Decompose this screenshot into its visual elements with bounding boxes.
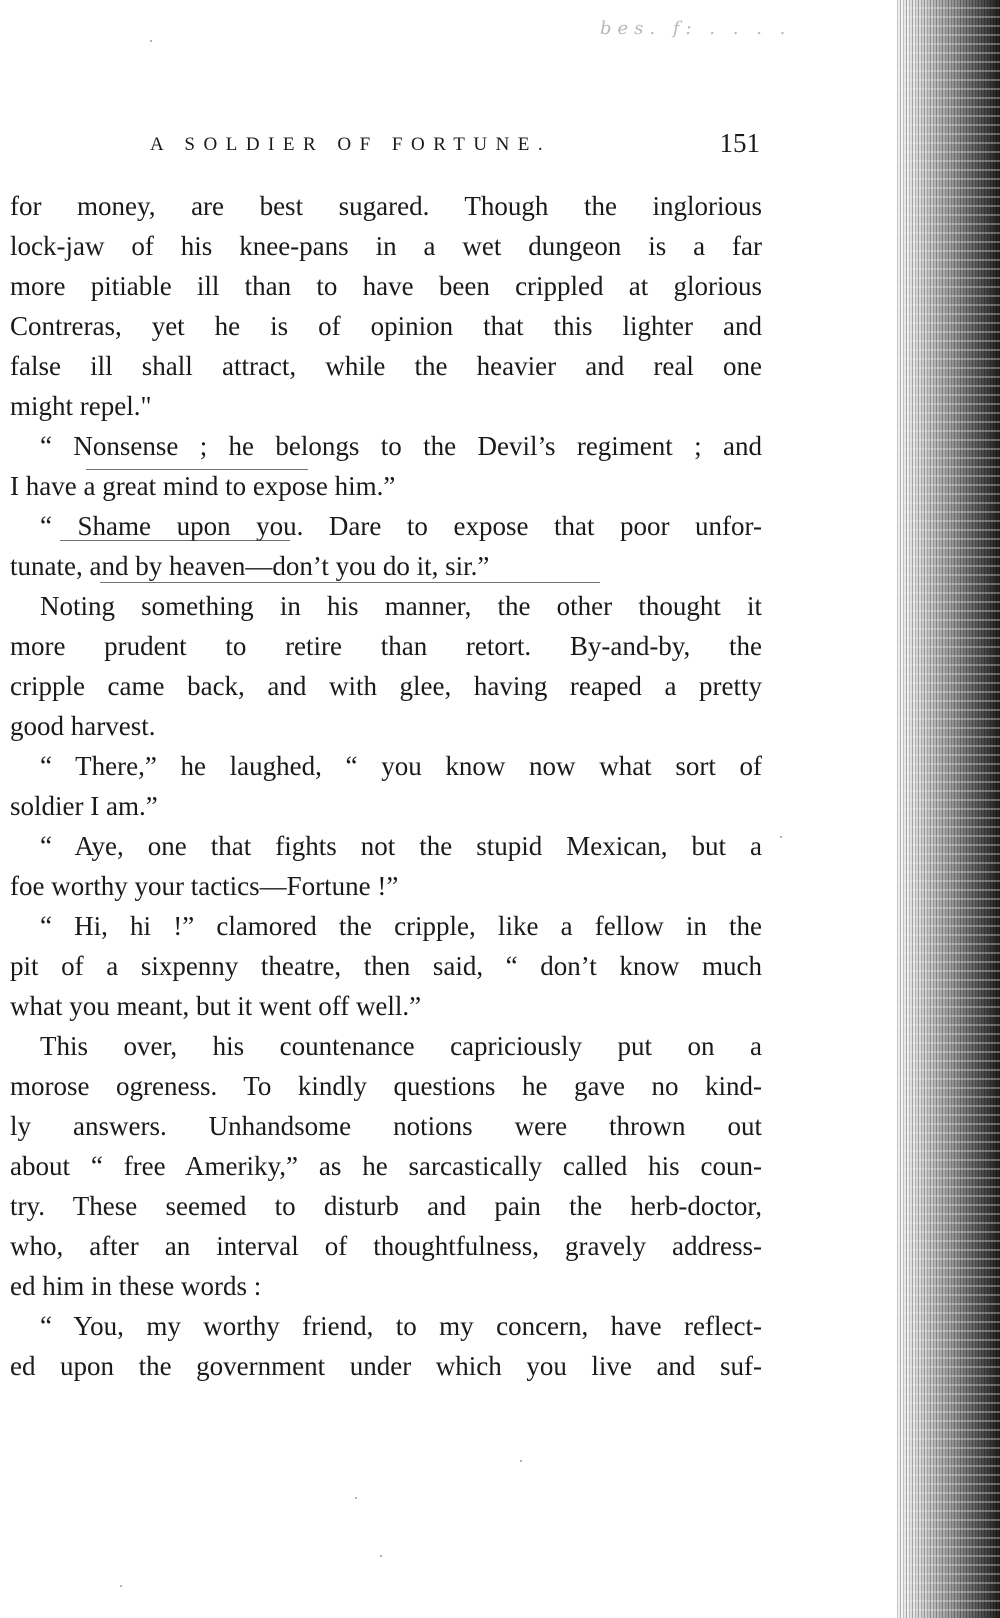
text-line: for money, are best sugared. Though the inglorious bbox=[10, 191, 762, 221]
paragraph bbox=[10, 586, 762, 746]
text-line: cripple came back, and with glee, having reaped a pretty bbox=[10, 671, 762, 701]
paper-speck bbox=[380, 1555, 382, 1557]
text-line: Contreras, yet he is of opinion that this lighter and bbox=[10, 311, 762, 341]
paragraph bbox=[10, 1026, 762, 1306]
text-line: tunate, and by heaven—don’t you do it, sir.” bbox=[10, 551, 490, 581]
text-line: soldier I am.” bbox=[10, 791, 158, 821]
text-line: more pitiable ill than to have been crippled at glorious bbox=[10, 271, 762, 301]
paper-speck bbox=[120, 1585, 122, 1587]
text-line: false ill shall attract, while the heavier and real one bbox=[10, 351, 762, 381]
text-line: “ Hi, hi !” clamored the cripple, like a fellow in the bbox=[40, 911, 762, 941]
pencil-underline bbox=[86, 469, 308, 470]
running-header bbox=[150, 128, 760, 168]
page-number: 151 bbox=[719, 128, 760, 158]
paragraph bbox=[10, 426, 762, 506]
text-line: more prudent to retire than retort. By-and-by, the bbox=[10, 631, 762, 661]
text-line: Noting something in his manner, the other thought it bbox=[40, 591, 762, 621]
pencil-underline bbox=[60, 540, 290, 541]
text-line: who, after an interval of thoughtfulness, gravely address- bbox=[10, 1231, 762, 1261]
text-line: what you meant, but it went off well.” bbox=[10, 991, 422, 1021]
text-line: good harvest. bbox=[10, 711, 156, 741]
paragraph bbox=[10, 506, 762, 586]
paper-speck bbox=[780, 836, 782, 838]
text-line: morose ogreness. To kindly questions he gave no kind- bbox=[10, 1071, 762, 1101]
text-line: might repel." bbox=[10, 391, 152, 421]
book-binding-shadow bbox=[895, 0, 1000, 1618]
paper-speck bbox=[150, 40, 152, 42]
text-line: This over, his countenance capriciously put on a bbox=[40, 1031, 762, 1061]
text-line: “ You, my worthy friend, to my concern, have reflect- bbox=[40, 1311, 762, 1341]
text-line: ly answers. Unhandsome notions were thrown out bbox=[10, 1111, 762, 1141]
text-line: “ Aye, one that fights not the stupid Mexican, but a bbox=[40, 831, 762, 861]
pencil-underline bbox=[100, 582, 600, 583]
text-line: foe worthy your tactics—Fortune !” bbox=[10, 871, 399, 901]
text-line: try. These seemed to disturb and pain the herb-doctor, bbox=[10, 1191, 762, 1221]
paragraph bbox=[10, 826, 762, 906]
text-line: I have a great mind to expose him.” bbox=[10, 471, 396, 501]
text-line: ed upon the government under which you live and suf- bbox=[10, 1351, 762, 1381]
text-line: pit of a sixpenny theatre, then said, “ don’t know much bbox=[10, 951, 762, 981]
text-line: lock-jaw of his knee-pans in a wet dungeon is a far bbox=[10, 231, 762, 261]
body-text bbox=[10, 186, 762, 1386]
pencil-annotation: bes. f: . . . . bbox=[600, 18, 792, 39]
paragraph bbox=[10, 906, 762, 1026]
paper-speck bbox=[355, 1497, 357, 1499]
text-line: ed him in these words : bbox=[10, 1271, 262, 1301]
text-line: about “ free Ameriky,” as he sarcastically called his coun- bbox=[10, 1151, 762, 1181]
paper-speck bbox=[520, 1460, 522, 1462]
text-line: “ Shame upon you. Dare to expose that poor unfor- bbox=[40, 511, 762, 541]
paragraph bbox=[10, 1306, 762, 1386]
paragraph bbox=[10, 186, 762, 426]
text-line: “ There,” he laughed, “ you know now what sort of bbox=[40, 751, 762, 781]
text-line: “ Nonsense ; he belongs to the Devil’s regiment ; and bbox=[40, 431, 762, 461]
running-title: A SOLDIER OF FORTUNE. bbox=[150, 134, 552, 155]
paragraph bbox=[10, 746, 762, 826]
